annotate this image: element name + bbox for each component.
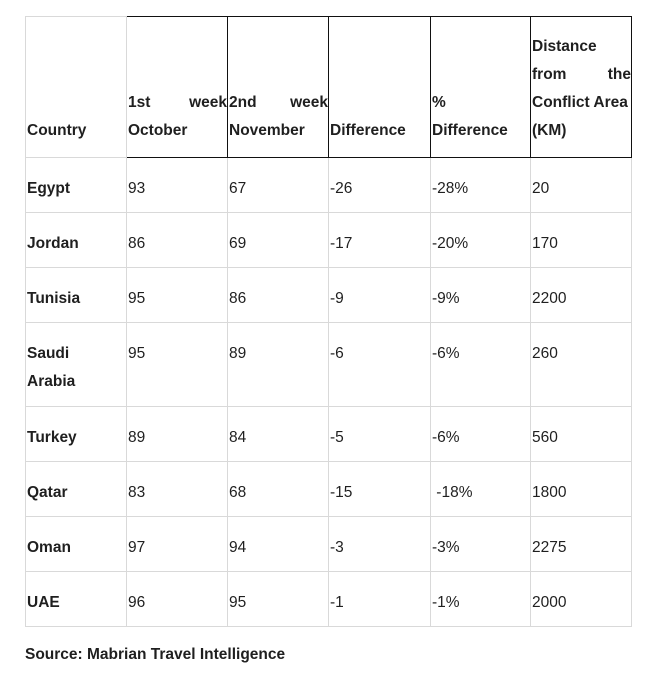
cell-pct-difference: -20% xyxy=(431,213,531,268)
table-row xyxy=(26,572,632,627)
table-row xyxy=(26,213,632,268)
table-row xyxy=(26,158,632,213)
cell-difference: -17 xyxy=(329,213,431,268)
cell-country: Qatar xyxy=(26,462,127,517)
cell-pct-difference: -6% xyxy=(431,323,531,407)
header-row xyxy=(26,17,632,158)
cell-difference: -1 xyxy=(329,572,431,627)
cell-distance: 170 xyxy=(531,213,632,268)
cell-difference: -26 xyxy=(329,158,431,213)
cell-country: Saudi Arabia xyxy=(26,323,127,407)
cell-difference: -3 xyxy=(329,517,431,572)
cell-november: 68 xyxy=(228,462,329,517)
cell-november: 69 xyxy=(228,213,329,268)
cell-pct-difference: -18% xyxy=(431,462,531,517)
cell-distance: 260 xyxy=(531,323,632,407)
cell-october: 96 xyxy=(127,572,228,627)
cell-distance: 560 xyxy=(531,407,632,462)
header-country: Country xyxy=(26,17,127,158)
cell-country: Oman xyxy=(26,517,127,572)
cell-pct-difference: -6% xyxy=(431,407,531,462)
cell-distance: 2275 xyxy=(531,517,632,572)
header-difference: Difference xyxy=(329,17,431,158)
cell-october: 86 xyxy=(127,213,228,268)
occupancy-table xyxy=(25,16,632,627)
cell-distance: 1800 xyxy=(531,462,632,517)
cell-country: Egypt xyxy=(26,158,127,213)
header-week1-october: 1st week October xyxy=(127,17,228,158)
header-pct-difference: % Difference xyxy=(431,17,531,158)
table-row xyxy=(26,517,632,572)
header-distance: Distance from the Conflict Area (KM) xyxy=(531,17,632,158)
cell-distance: 20 xyxy=(531,158,632,213)
cell-november: 94 xyxy=(228,517,329,572)
cell-difference: -15 xyxy=(329,462,431,517)
cell-november: 89 xyxy=(228,323,329,407)
cell-october: 97 xyxy=(127,517,228,572)
cell-october: 89 xyxy=(127,407,228,462)
cell-october: 93 xyxy=(127,158,228,213)
cell-pct-difference: -28% xyxy=(431,158,531,213)
table-row xyxy=(26,407,632,462)
cell-country: Turkey xyxy=(26,407,127,462)
cell-country: Tunisia xyxy=(26,268,127,323)
cell-november: 84 xyxy=(228,407,329,462)
cell-distance: 2200 xyxy=(531,268,632,323)
table-row xyxy=(26,268,632,323)
cell-october: 83 xyxy=(127,462,228,517)
table-row xyxy=(26,323,632,407)
cell-november: 67 xyxy=(228,158,329,213)
cell-november: 86 xyxy=(228,268,329,323)
cell-difference: -6 xyxy=(329,323,431,407)
cell-country: Jordan xyxy=(26,213,127,268)
cell-difference: -5 xyxy=(329,407,431,462)
cell-pct-difference: -9% xyxy=(431,268,531,323)
hotel-occupancy-table-container xyxy=(25,16,632,627)
cell-difference: -9 xyxy=(329,268,431,323)
cell-pct-difference: -3% xyxy=(431,517,531,572)
source-caption: Source: Mabrian Travel Intelligence xyxy=(25,646,286,663)
table-row xyxy=(26,462,632,517)
cell-october: 95 xyxy=(127,323,228,407)
cell-country: UAE xyxy=(26,572,127,627)
cell-november: 95 xyxy=(228,572,329,627)
header-week2-november: 2nd week November xyxy=(228,17,329,158)
cell-pct-difference: -1% xyxy=(431,572,531,627)
cell-october: 95 xyxy=(127,268,228,323)
cell-distance: 2000 xyxy=(531,572,632,627)
